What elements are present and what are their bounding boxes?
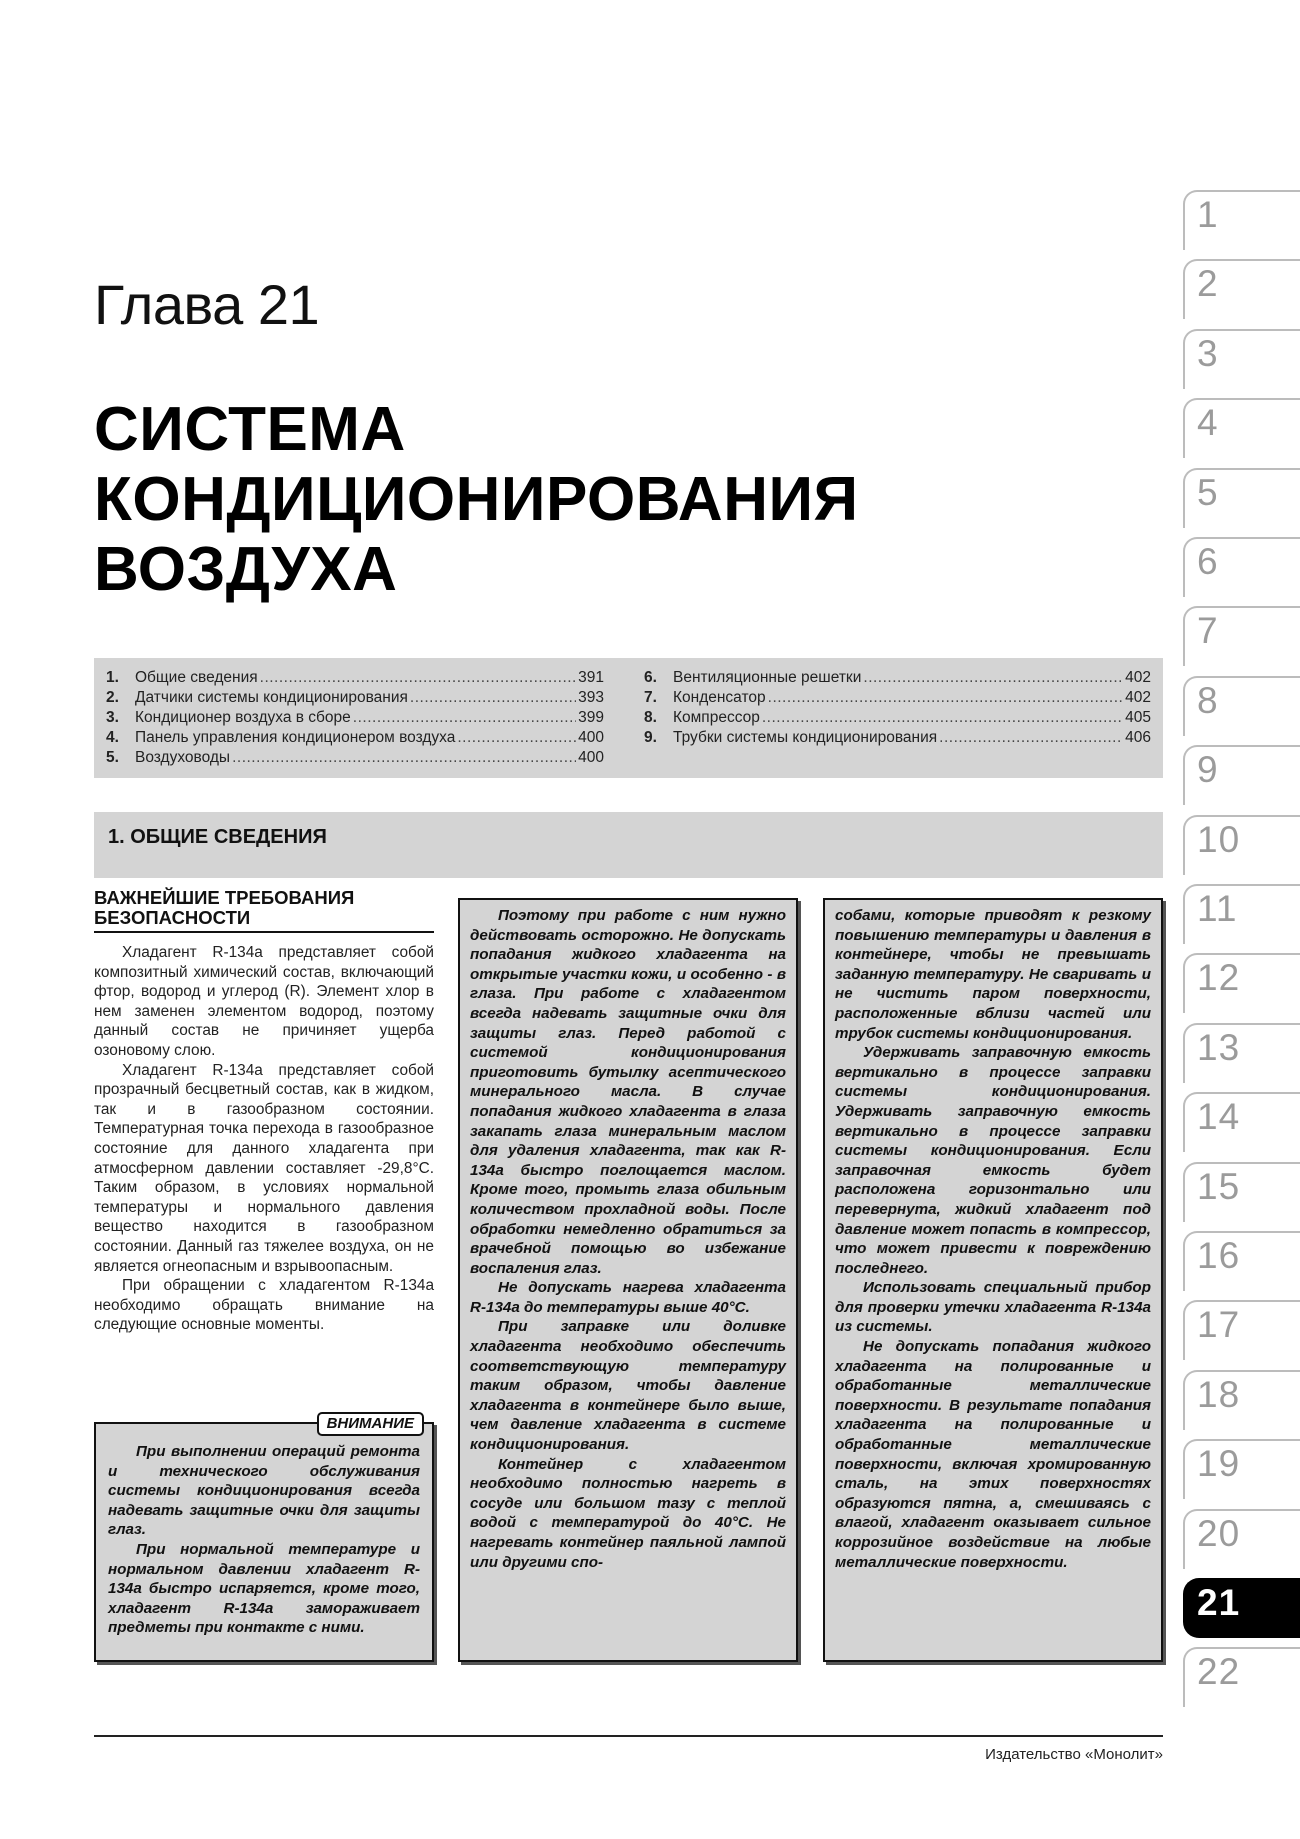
- toc-entry-number: 3.: [106, 709, 119, 726]
- chapter-tab-19[interactable]: [1183, 1439, 1300, 1499]
- chapter-tab-2[interactable]: [1183, 259, 1300, 319]
- chapter-tab-3[interactable]: [1183, 329, 1300, 389]
- subsection-heading-line: ВАЖНЕЙШИЕ ТРЕБОВАНИЯ: [94, 887, 355, 908]
- toc-entry-page: 400: [578, 749, 604, 766]
- subsection-heading-line: БЕЗОПАСНОСТИ: [94, 907, 251, 928]
- paragraph: Удерживать заправочную емкость вертикально в процессе заправки системы кондиционирования. Удерживать заправочную емкость вертикально в процессе заправки системы кондиционирования. Если заправочная емкость будет расположена горизонтально или перевернута, жидкий хладагент под давление может попасть в компрессор, что может привести к повреждению последнего.: [835, 1044, 1151, 1277]
- toc-entry-title: Кондиционер воздуха в сборе: [135, 709, 351, 726]
- toc-entry-number: 5.: [106, 749, 119, 766]
- toc-entry-title: Датчики системы кондиционирования: [135, 689, 408, 706]
- chapter-tab-number: 7: [1197, 610, 1219, 652]
- chapter-title-line: ВОЗДУХА: [94, 535, 398, 604]
- paragraph: собами, которые приводят к резкому повышению температуры и давления в контейнере, чтобы не превышать заданную температуру. Не сваривать и не чистить паром поверхности, расположенные вблизи частей или трубок системы кондиционирования.: [835, 907, 1151, 1042]
- chapter-tab-4[interactable]: [1183, 398, 1300, 458]
- toc-entry-page: 399: [578, 709, 604, 726]
- chapter-tab-12[interactable]: [1183, 953, 1300, 1013]
- chapter-tab-number: 19: [1197, 1443, 1241, 1485]
- toc-entry-page: 405: [1125, 709, 1151, 726]
- paragraph: Не допускать попадания жидкого хладагента на полированные и обработанные металлические поверхности. В результате попадания хладагента на полированные и обработанные металлические поверхности, включая хромированную сталь, на этих поверхностях образуются пятна, а, смешиваясь с влагой, хладагент оказывает сильное коррозийное воздействие на любые металлические поверхности.: [835, 1338, 1151, 1571]
- chapter-tab-number: 9: [1197, 749, 1219, 791]
- chapter-tab-number: 17: [1197, 1304, 1241, 1346]
- toc-entry-number: 8.: [644, 709, 657, 726]
- toc-entry[interactable]: [644, 708, 1151, 728]
- chapter-title-line: СИСТЕМА: [94, 395, 406, 464]
- toc-entry-title: Панель управления кондиционером воздуха: [135, 729, 456, 746]
- chapter-tab-number: 11: [1197, 888, 1238, 929]
- toc-entry-page: 402: [1125, 689, 1151, 706]
- section-heading: 1. ОБЩИЕ СВЕДЕНИЯ: [108, 826, 327, 848]
- footer-divider: [94, 1735, 1163, 1737]
- toc-entry-page: 393: [578, 689, 604, 706]
- chapter-tab-5[interactable]: [1183, 468, 1300, 528]
- toc-leader: [768, 688, 1123, 708]
- chapter-tab-number: 8: [1197, 679, 1219, 721]
- toc-entry-number: 6.: [644, 669, 657, 686]
- toc-entry-page: 402: [1125, 669, 1151, 686]
- paragraph: При нормальной температуре и нормальном давлении хладагент R-134a быстро испаряется, кроме того, хладагент R-134a замораживает предметы при контакте с ними.: [108, 1540, 420, 1637]
- toc-leader: [863, 668, 1123, 688]
- toc-leader: [232, 748, 576, 768]
- table-of-contents: [94, 658, 1163, 778]
- chapter-label: Глава 21: [94, 273, 320, 336]
- chapter-tab-10[interactable]: [1183, 815, 1300, 875]
- toc-entry[interactable]: [644, 728, 1151, 748]
- paragraph: При выполнении операций ремонта и технического обслуживания системы кондиционирования всегда надевать защитные очки для защиты глаз.: [108, 1443, 420, 1539]
- paragraph: При обращении с хладагентом R-134a необходимо обращать внимание на следующие основные моменты.: [94, 1277, 434, 1334]
- chapter-tab-number: 6: [1197, 541, 1219, 582]
- toc-entry[interactable]: [106, 728, 604, 748]
- paragraph: Хладагент R-134a представляет собой прозрачный бесцветный состав, как в жидком, так и в газообразном состоянии. Температурная точка перехода в газообразное состояние для данного хладагента при атмосферном давлении составляет -29,8°C. Таким образом, в условиях нормальной температуры и нормального давления вещество находится в газообразном состоянии. Данный газ тяжелее воздуха, он не является огнеопасным и взрывоопасным.: [94, 1061, 434, 1275]
- warning-label: ВНИМАНИЕ: [317, 1412, 424, 1436]
- section-header-bar: [94, 812, 1163, 878]
- warning-text: [108, 1442, 420, 1638]
- toc-leader: [260, 668, 576, 688]
- toc-leader: [762, 708, 1123, 728]
- toc-entry-title: Компрессор: [673, 709, 760, 726]
- chapter-title-line: КОНДИЦИОНИРОВАНИЯ: [94, 465, 859, 534]
- chapter-tab-14[interactable]: [1183, 1092, 1300, 1152]
- chapter-tab-number: 13: [1197, 1026, 1241, 1068]
- toc-entry[interactable]: [106, 688, 604, 708]
- chapter-tab-22[interactable]: [1183, 1647, 1300, 1707]
- paragraph: При заправке или доливке хладагента необходимо обеспечить соответствующую температуру таким образом, чтобы давление хладагента в контейнере было выше, чем давление хладагента в системе кондиционирования.: [470, 1318, 786, 1454]
- toc-entry-title: Вентиляционные решетки: [673, 669, 862, 686]
- chapter-tab-9[interactable]: [1183, 745, 1300, 805]
- chapter-tab-number: 21: [1197, 1582, 1241, 1623]
- toc-entry-title: Трубки системы кондиционирования: [673, 729, 938, 746]
- chapter-tab-number: 10: [1197, 818, 1241, 860]
- chapter-tab-11[interactable]: [1183, 884, 1300, 944]
- toc-entry-number: 4.: [106, 729, 119, 746]
- toc-entry-title: Конденсатор: [673, 689, 766, 706]
- note-box-column-2: [458, 898, 798, 1662]
- chapter-tab-number: 12: [1197, 957, 1241, 999]
- toc-leader: [353, 708, 576, 728]
- chapter-tab-16[interactable]: [1183, 1231, 1300, 1291]
- toc-entry[interactable]: [106, 668, 604, 688]
- chapter-tab-number: 2: [1197, 263, 1219, 305]
- toc-entry-number: 9.: [644, 729, 657, 746]
- toc-entry[interactable]: [644, 668, 1151, 688]
- toc-leader: [410, 688, 576, 708]
- toc-entry-number: 2.: [106, 689, 119, 706]
- toc-entry-page: 406: [1125, 729, 1151, 746]
- toc-entry-number: 1.: [106, 669, 119, 686]
- chapter-tab-7[interactable]: [1183, 606, 1300, 666]
- body-text: [94, 943, 434, 1335]
- toc-entry-page: 391: [578, 669, 604, 686]
- publisher-name: Издательство «Монолит»: [985, 1746, 1163, 1763]
- paragraph: Контейнер с хладагентом необходимо полностью нагреть в сосуде или большом тазу с теплой водой с температурой до 40°C. Не нагревать контейнер паяльной лампой или другими спо-: [470, 1455, 786, 1571]
- toc-entry-page: 400: [578, 729, 604, 746]
- toc-entry[interactable]: [106, 748, 604, 768]
- note-text: [835, 906, 1151, 1572]
- chapter-tab-number: 5: [1197, 471, 1219, 513]
- chapter-tab-number: 16: [1197, 1235, 1241, 1276]
- chapter-tab-number: 15: [1197, 1165, 1241, 1207]
- chapter-tab-15[interactable]: [1183, 1162, 1300, 1222]
- chapter-tab-number: 18: [1197, 1373, 1241, 1415]
- toc-column-left: [106, 668, 604, 768]
- chapter-tab-number: 4: [1197, 402, 1219, 444]
- chapter-tab-17[interactable]: [1183, 1300, 1300, 1360]
- paragraph: Использовать специальный прибор для проверки утечки хладагента R-134a из системы.: [835, 1279, 1151, 1336]
- chapter-tab-13[interactable]: [1183, 1023, 1300, 1083]
- toc-leader: [939, 728, 1123, 748]
- chapter-tab-number: 20: [1197, 1512, 1241, 1554]
- toc-entry-number: 7.: [644, 689, 657, 706]
- note-text: [470, 906, 786, 1572]
- paragraph: Не допускать нагрева хладагента R-134a до температуры выше 40°C.: [470, 1279, 786, 1316]
- toc-leader: [457, 728, 576, 748]
- chapter-tab-18[interactable]: [1183, 1370, 1300, 1430]
- toc-entry-title: Воздуховоды: [135, 749, 231, 766]
- chapter-tab-20[interactable]: [1183, 1509, 1300, 1569]
- chapter-tab-number: 3: [1197, 332, 1219, 374]
- chapter-tab-21[interactable]: [1183, 1578, 1300, 1638]
- note-box-column-3: [823, 898, 1163, 1662]
- chapter-tab-number: 1: [1197, 194, 1219, 235]
- chapter-tab-1[interactable]: [1183, 190, 1300, 250]
- toc-entry-title: Общие сведения: [135, 669, 258, 686]
- chapter-title: [94, 395, 859, 605]
- chapter-tab-number: 22: [1197, 1651, 1241, 1693]
- chapter-tab-8[interactable]: [1183, 676, 1300, 736]
- toc-column-right: [644, 668, 1151, 748]
- paragraph: Хладагент R-134a представляет собой композитный химический состав, включающий фтор, водород и углерод (R). Элемент хлор в нем заменен элементом водород, поэтому данный состав не причиняет ущерба озоновому слою.: [94, 944, 434, 1059]
- subsection-heading: [94, 888, 434, 933]
- warning-box: [94, 1415, 434, 1662]
- text-column-1: [94, 888, 434, 1335]
- chapter-tab-number: 14: [1197, 1096, 1241, 1138]
- toc-entry[interactable]: [644, 688, 1151, 708]
- paragraph: Поэтому при работе с ним нужно действовать осторожно. Не допускать попадания жидкого хладагента на открытые участки кожи, и особенно - в глаза. При работе с хладагентом всегда надевать защитные очки для защиты глаз. Перед работой с системой кондиционирования приготовить бутылку асептического минерального масла. В случае попадания жидкого хладагента в глаза закапать глаза минеральным маслом для удаления хладагента, так как R-134a быстро поглощается маслом. Кроме того, промыть глаза обильным количеством прохладной воды. После обработки немедленно обратиться за врачебной помощью во избежание воспаления глаз.: [470, 907, 786, 1277]
- chapter-tab-6[interactable]: [1183, 537, 1300, 597]
- toc-entry[interactable]: [106, 708, 604, 728]
